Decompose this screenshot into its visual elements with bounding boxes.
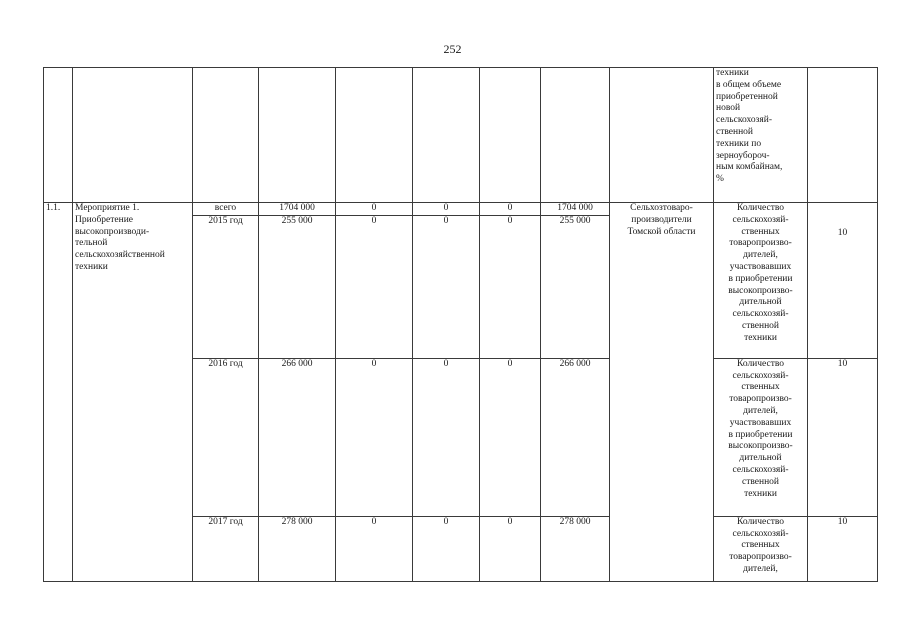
value-cell: 0: [413, 516, 480, 581]
value-cell: 1704 000: [541, 203, 610, 216]
program-table: [43, 67, 878, 582]
value-cell: 0: [336, 358, 413, 516]
period-cell: всего: [193, 203, 259, 216]
indicator-text: Количество сельскохозяй- ственных товаропроизво- дителей, участвовавших в приобретении высокопроизво- дительной сельскохозяй- ственной техники: [714, 358, 808, 516]
value-cell: 0: [336, 203, 413, 216]
value-cell: 255 000: [541, 215, 610, 358]
measure-number: 1.1.: [44, 203, 73, 582]
cell-total: [259, 68, 336, 203]
cell-value: [413, 68, 480, 203]
total-cell: 266 000: [259, 358, 336, 516]
indicator-text: техники в общем объеме приобретенной новой сельскохозяй- ственной техники по зерноубороч- ным комбайнам, %: [714, 68, 808, 203]
total-cell: 255 000: [259, 215, 336, 358]
indicator-text: Количество сельскохозяй- ственных товаропроизво- дителей,: [714, 516, 808, 581]
indicator-value: 10: [808, 358, 878, 516]
value-cell: 0: [413, 358, 480, 516]
period-cell: 2017 год: [193, 516, 259, 581]
value-cell: 0: [480, 215, 541, 358]
value-cell: 0: [413, 203, 480, 216]
indicator-value: 10: [808, 203, 878, 359]
value-cell: 278 000: [541, 516, 610, 581]
cell-executor: [610, 68, 714, 203]
value-cell: 0: [480, 516, 541, 581]
indicator-value: 10: [808, 516, 878, 581]
cell-value: [336, 68, 413, 203]
cell-value: [480, 68, 541, 203]
indicator-text: Количество сельскохозяй- ственных товаропроизво- дителей, участвовавших в приобретении высокопроизво- дительной сельскохозяй- ственной техники: [714, 203, 808, 359]
value-cell: 0: [336, 215, 413, 358]
cell-value: [541, 68, 610, 203]
period-cell: 2015 год: [193, 215, 259, 358]
cell-period: [193, 68, 259, 203]
value-cell: 0: [480, 203, 541, 216]
value-cell: 0: [336, 516, 413, 581]
total-cell: 278 000: [259, 516, 336, 581]
value-cell: 0: [480, 358, 541, 516]
page-number: 252: [443, 42, 462, 56]
table-row: [44, 68, 878, 203]
cell-name: [73, 68, 193, 203]
indicator-value: [808, 68, 878, 203]
value-cell: 266 000: [541, 358, 610, 516]
value-cell: 0: [413, 215, 480, 358]
measure-name: Мероприятие 1. Приобретение высокопроизводи- тельной сельскохозяйственной техники: [73, 203, 193, 582]
total-cell: 1704 000: [259, 203, 336, 216]
cell-number: [44, 68, 73, 203]
period-cell: 2016 год: [193, 358, 259, 516]
table-row: [44, 203, 878, 216]
executor-cell: Сельхозтоваро- производители Томской области: [610, 203, 714, 582]
